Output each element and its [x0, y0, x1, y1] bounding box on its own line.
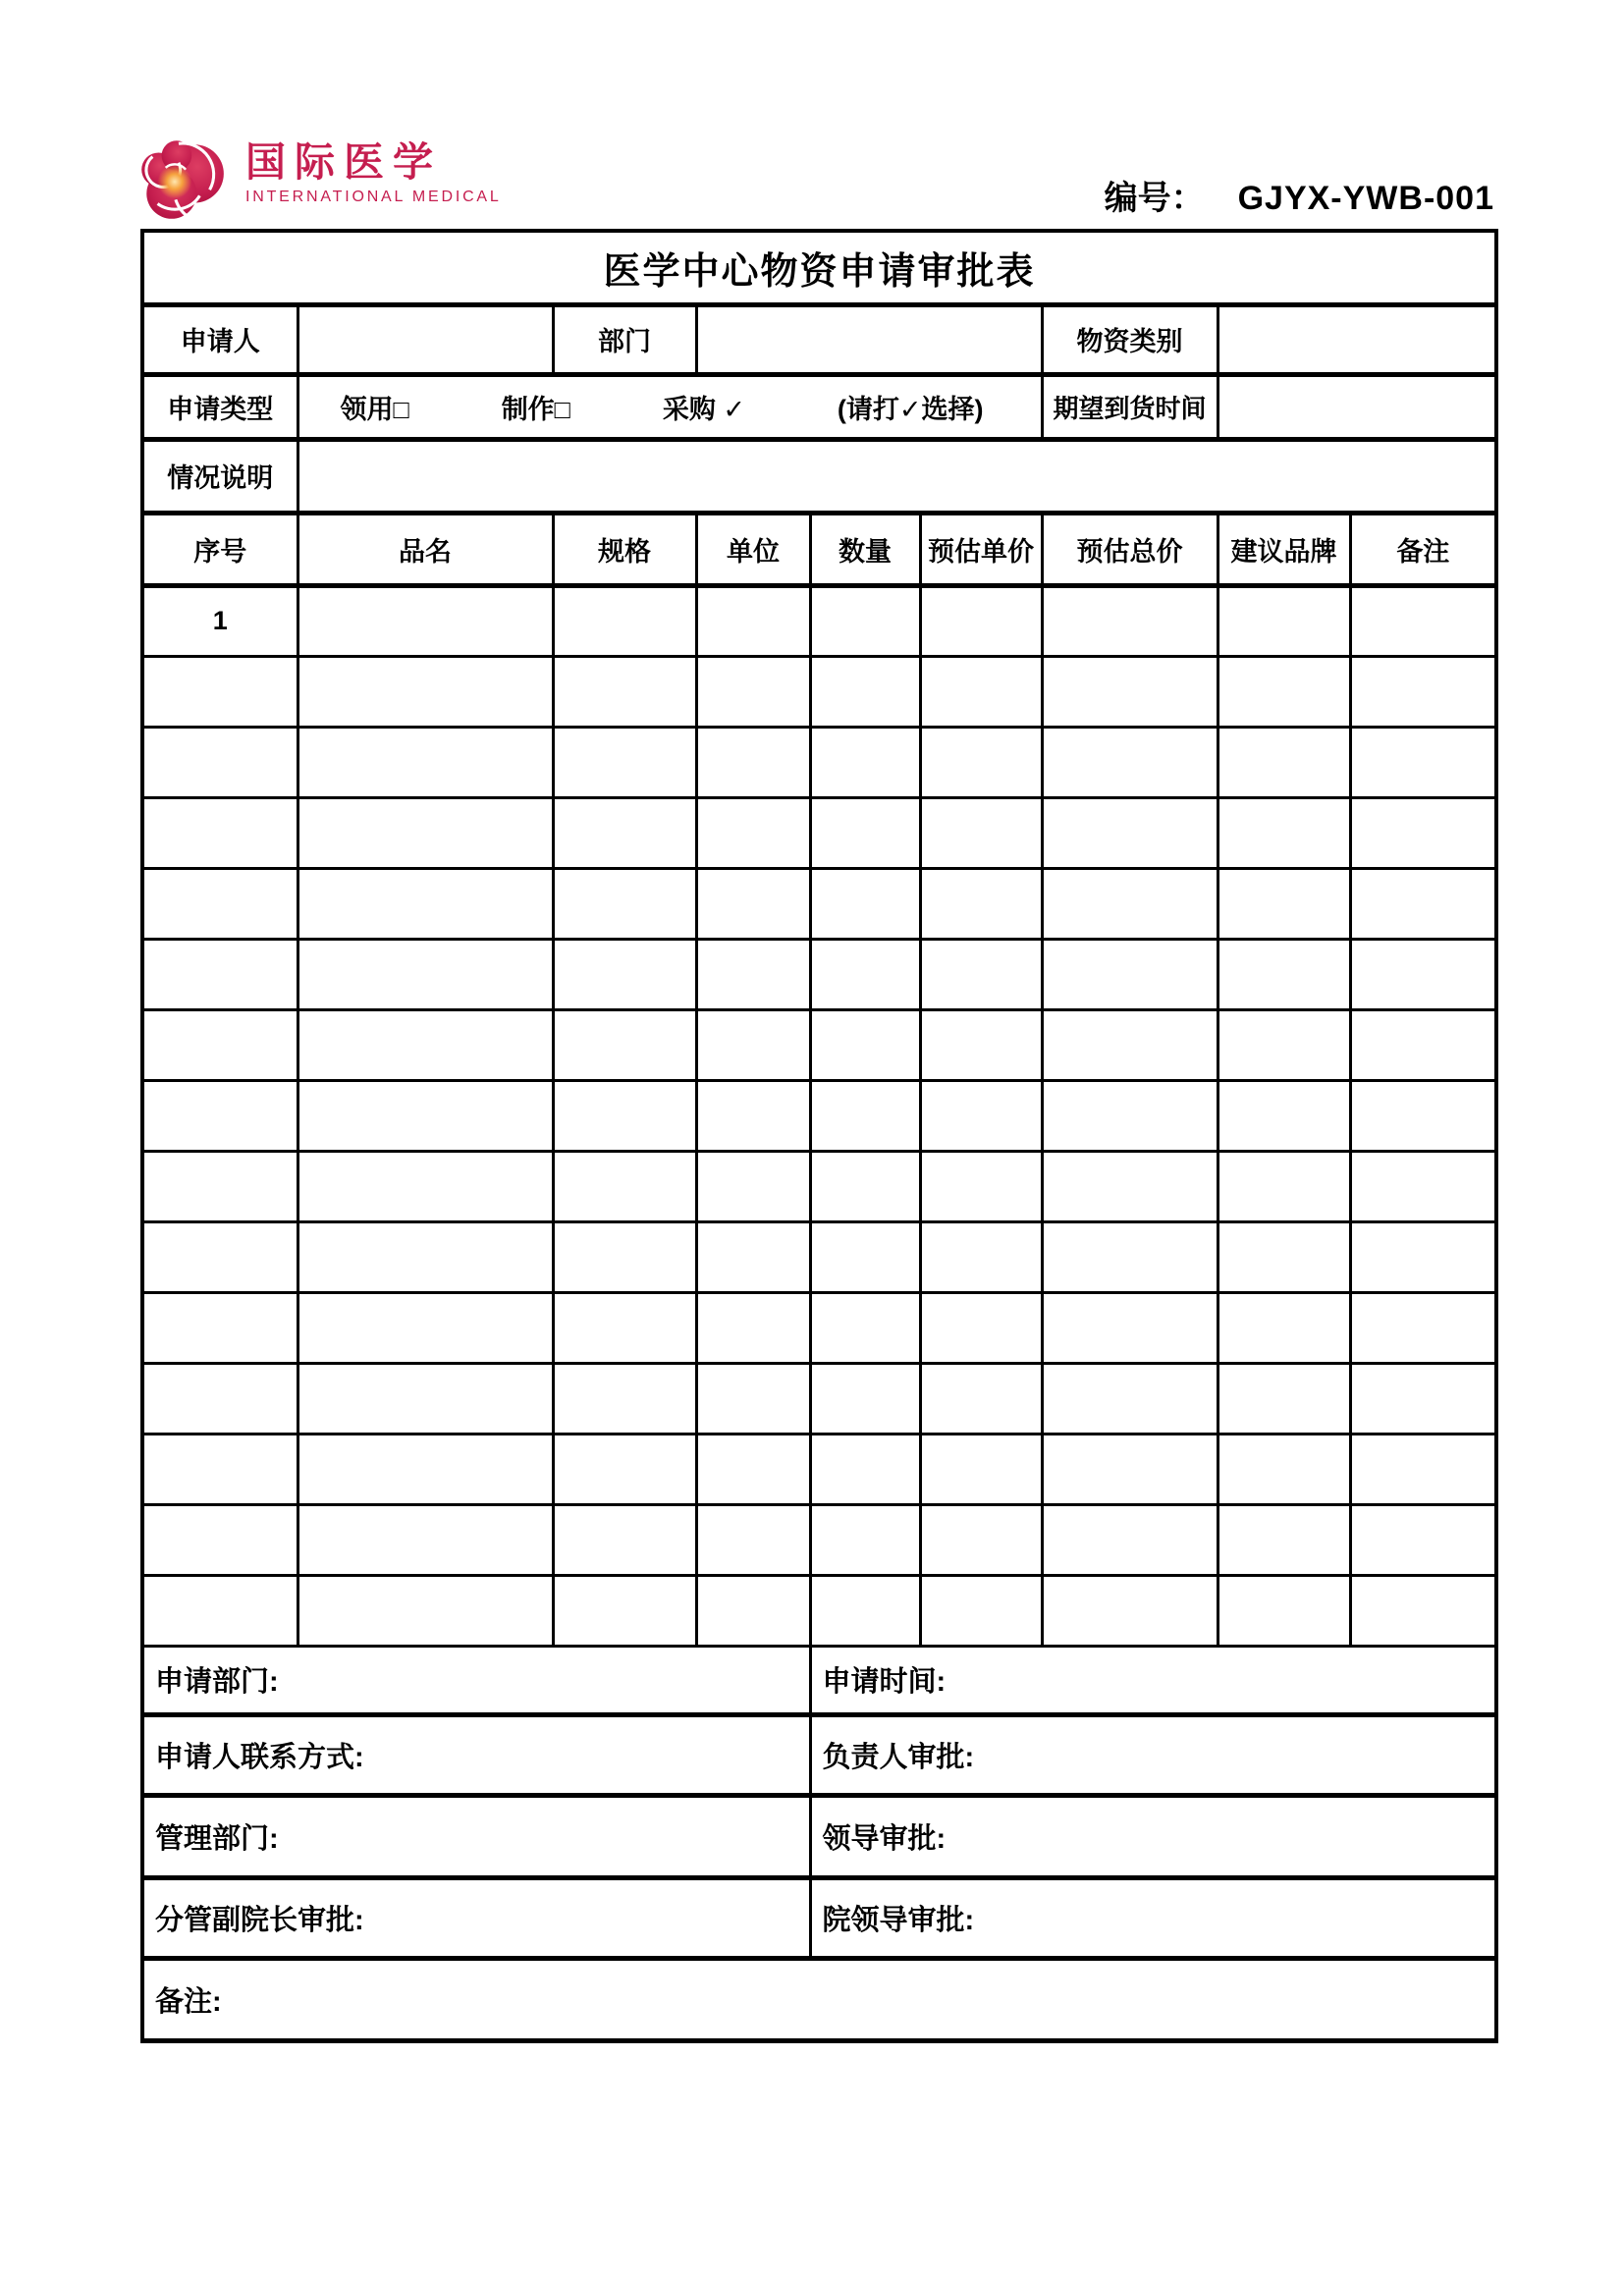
apply-time-cell: 申请时间:	[810, 1646, 1496, 1714]
item-cell	[142, 1151, 298, 1221]
item-cell	[920, 939, 1042, 1009]
item-cell	[298, 1080, 553, 1151]
item-cell	[1218, 656, 1350, 727]
item-cell	[142, 1363, 298, 1434]
item-cell	[553, 797, 696, 868]
item-cell	[810, 939, 920, 1009]
item-cell	[696, 1009, 810, 1080]
item-cell	[1042, 939, 1218, 1009]
col-header-est-total-price: 预估总价	[1042, 513, 1218, 585]
item-cell	[553, 1080, 696, 1151]
item-cell	[920, 727, 1042, 797]
item-cell	[1350, 1363, 1496, 1434]
item-cell	[1042, 656, 1218, 727]
request-type-label: 申请类型	[142, 374, 298, 439]
form-title: 医学中心物资申请审批表	[142, 231, 1496, 304]
item-cell	[920, 1292, 1042, 1363]
item-cell	[696, 1151, 810, 1221]
item-cell	[920, 1434, 1042, 1504]
manager-approval-cell: 负责人审批:	[810, 1714, 1496, 1795]
empty-item-row	[142, 797, 1496, 868]
item-cell	[1042, 868, 1218, 939]
item-cell	[1350, 727, 1496, 797]
item-cell	[810, 1292, 920, 1363]
item-cell	[810, 1575, 920, 1646]
empty-item-row	[142, 1151, 1496, 1221]
item-cell	[553, 1292, 696, 1363]
item-cell	[920, 1080, 1042, 1151]
item-cell	[810, 797, 920, 868]
applicant-value-cell	[298, 304, 553, 374]
item-cell	[1218, 1151, 1350, 1221]
item-cell	[1350, 1009, 1496, 1080]
item-cell	[1350, 1151, 1496, 1221]
item-cell	[553, 656, 696, 727]
col-header-seq: 序号	[142, 513, 298, 585]
item-cell	[1350, 1575, 1496, 1646]
item-cell	[298, 1292, 553, 1363]
item-cell	[142, 1009, 298, 1080]
item-cell	[142, 1292, 298, 1363]
item-cell	[1218, 1434, 1350, 1504]
empty-item-row	[142, 1575, 1496, 1646]
item-cell	[142, 939, 298, 1009]
item-row-1	[142, 585, 1496, 656]
item-cell	[1042, 585, 1218, 656]
item-cell	[553, 1363, 696, 1434]
item-cell	[1218, 939, 1350, 1009]
item-cell	[142, 797, 298, 868]
item-cell	[1042, 727, 1218, 797]
item-cell	[1218, 1221, 1350, 1292]
empty-item-row	[142, 1292, 1496, 1363]
empty-item-row	[142, 1080, 1496, 1151]
item-cell	[1218, 1575, 1350, 1646]
option-caigou-checked: 采购 ✓	[662, 394, 745, 424]
approval-form-table	[140, 229, 1498, 2043]
item-cell	[810, 1434, 920, 1504]
item-cell	[810, 868, 920, 939]
item-cell	[920, 797, 1042, 868]
item-cell	[142, 1221, 298, 1292]
item-cell	[1218, 1080, 1350, 1151]
item-cell	[1350, 1080, 1496, 1151]
item-cell	[298, 939, 553, 1009]
empty-item-row	[142, 868, 1496, 939]
item-cell	[696, 939, 810, 1009]
situation-value-cell	[298, 439, 1496, 513]
item-cell	[1218, 1292, 1350, 1363]
empty-item-row	[142, 1363, 1496, 1434]
empty-item-row	[142, 1221, 1496, 1292]
item-cell	[298, 797, 553, 868]
item-cell	[920, 585, 1042, 656]
expected-arrival-value-cell	[1218, 374, 1496, 439]
item-cell	[810, 656, 920, 727]
item-cell	[298, 1363, 553, 1434]
col-header-spec: 规格	[553, 513, 696, 585]
item-cell	[696, 1504, 810, 1575]
item-cell	[696, 585, 810, 656]
item-cell	[696, 1575, 810, 1646]
option-zhizuo-checkbox: 制作□	[501, 394, 570, 424]
option-lingyong-checkbox: 领用□	[340, 394, 409, 424]
item-cell	[920, 1151, 1042, 1221]
item-cell	[920, 1504, 1042, 1575]
empty-item-row	[142, 727, 1496, 797]
applicant-contact-cell: 申请人联系方式:	[142, 1714, 810, 1795]
item-cell	[553, 1221, 696, 1292]
empty-item-row	[142, 939, 1496, 1009]
item-cell	[1218, 1363, 1350, 1434]
material-category-label: 物资类别	[1042, 304, 1218, 374]
item-cell	[298, 868, 553, 939]
item-cell	[142, 1575, 298, 1646]
empty-item-row	[142, 656, 1496, 727]
checkmark-hint: (请打✓选择)	[837, 394, 984, 424]
material-category-value-cell	[1218, 304, 1496, 374]
item-cell	[1350, 1504, 1496, 1575]
item-cell	[553, 1575, 696, 1646]
item-cell	[1218, 797, 1350, 868]
request-type-options-cell	[298, 374, 1042, 439]
item-cell	[553, 585, 696, 656]
empty-item-row	[142, 1009, 1496, 1080]
empty-item-row	[142, 1504, 1496, 1575]
item-cell	[142, 1080, 298, 1151]
item-cell	[696, 656, 810, 727]
item-cell	[1218, 868, 1350, 939]
item-cell	[1042, 1363, 1218, 1434]
item-cell	[696, 1292, 810, 1363]
item-cell	[1218, 1504, 1350, 1575]
doc-number-value: GJYX-YWB-001	[1237, 180, 1494, 217]
item-cell	[1350, 1434, 1496, 1504]
expected-arrival-label: 期望到货时间	[1042, 374, 1218, 439]
item-cell	[298, 1151, 553, 1221]
item-cell	[298, 1504, 553, 1575]
col-header-unit: 单位	[696, 513, 810, 585]
item-cell	[696, 1080, 810, 1151]
empty-item-row	[142, 1434, 1496, 1504]
item-no-cell: 1	[142, 585, 298, 656]
item-cell	[810, 1363, 920, 1434]
item-cell	[1042, 1434, 1218, 1504]
item-cell	[553, 1151, 696, 1221]
item-cell	[1218, 1009, 1350, 1080]
item-cell	[810, 1221, 920, 1292]
item-cell	[142, 1504, 298, 1575]
item-cell	[1042, 1292, 1218, 1363]
item-cell	[810, 1504, 920, 1575]
item-cell	[1350, 797, 1496, 868]
logo-text-en: INTERNATIONAL MEDICAL	[245, 189, 502, 206]
item-cell	[696, 1363, 810, 1434]
item-cell	[1350, 585, 1496, 656]
item-cell	[553, 727, 696, 797]
item-cell	[298, 656, 553, 727]
item-cell	[1042, 1151, 1218, 1221]
apply-department-cell: 申请部门:	[142, 1646, 810, 1714]
item-cell	[1042, 797, 1218, 868]
col-header-est-unit-price: 预估单价	[920, 513, 1042, 585]
situation-label: 情况说明	[142, 439, 298, 513]
department-label: 部门	[553, 304, 696, 374]
hospital-leader-approval-cell: 院领导审批:	[810, 1877, 1496, 1958]
item-cell	[920, 1363, 1042, 1434]
item-cell	[298, 1434, 553, 1504]
item-cell	[920, 868, 1042, 939]
item-cell	[1042, 1221, 1218, 1292]
vice-president-approval-cell: 分管副院长审批:	[142, 1877, 810, 1958]
item-cell	[298, 585, 553, 656]
item-cell	[1350, 656, 1496, 727]
item-cell	[1042, 1504, 1218, 1575]
item-cell	[696, 1221, 810, 1292]
item-cell	[1218, 585, 1350, 656]
item-cell	[1350, 1221, 1496, 1292]
item-cell	[553, 939, 696, 1009]
item-cell	[298, 1009, 553, 1080]
item-cell	[142, 656, 298, 727]
item-cell	[142, 868, 298, 939]
department-value-cell	[696, 304, 1042, 374]
item-cell	[553, 1434, 696, 1504]
item-cell	[1218, 727, 1350, 797]
item-cell	[553, 1504, 696, 1575]
item-cell	[1350, 868, 1496, 939]
item-cell	[142, 727, 298, 797]
col-header-qty: 数量	[810, 513, 920, 585]
item-cell	[1042, 1575, 1218, 1646]
item-cell	[810, 1151, 920, 1221]
item-cell	[696, 1434, 810, 1504]
leader-approval-cell: 领导审批:	[810, 1795, 1496, 1877]
col-header-remark: 备注	[1350, 513, 1496, 585]
logo-text-zh: 国际医学	[245, 139, 442, 185]
remark-cell: 备注:	[142, 1958, 1496, 2040]
item-cell	[696, 727, 810, 797]
item-cell	[810, 727, 920, 797]
col-header-suggested-brand: 建议品牌	[1218, 513, 1350, 585]
col-header-name: 品名	[298, 513, 553, 585]
doc-number	[140, 171, 1494, 219]
item-cell	[920, 1221, 1042, 1292]
item-cell	[810, 1080, 920, 1151]
item-cell	[298, 1575, 553, 1646]
item-cell	[1350, 1292, 1496, 1363]
doc-number-label: 编号：	[1104, 180, 1205, 217]
item-cell	[696, 797, 810, 868]
item-cell	[810, 585, 920, 656]
item-cell	[920, 656, 1042, 727]
item-cell	[553, 868, 696, 939]
item-cell	[1042, 1080, 1218, 1151]
item-cell	[920, 1009, 1042, 1080]
item-cell	[298, 1221, 553, 1292]
managing-department-cell: 管理部门:	[142, 1795, 810, 1877]
item-cell	[810, 1009, 920, 1080]
item-cell	[298, 727, 553, 797]
item-cell	[1350, 939, 1496, 1009]
item-cell	[142, 1434, 298, 1504]
item-cell	[696, 868, 810, 939]
applicant-label: 申请人	[142, 304, 298, 374]
item-cell	[1042, 1009, 1218, 1080]
item-cell	[553, 1009, 696, 1080]
item-cell	[920, 1575, 1042, 1646]
